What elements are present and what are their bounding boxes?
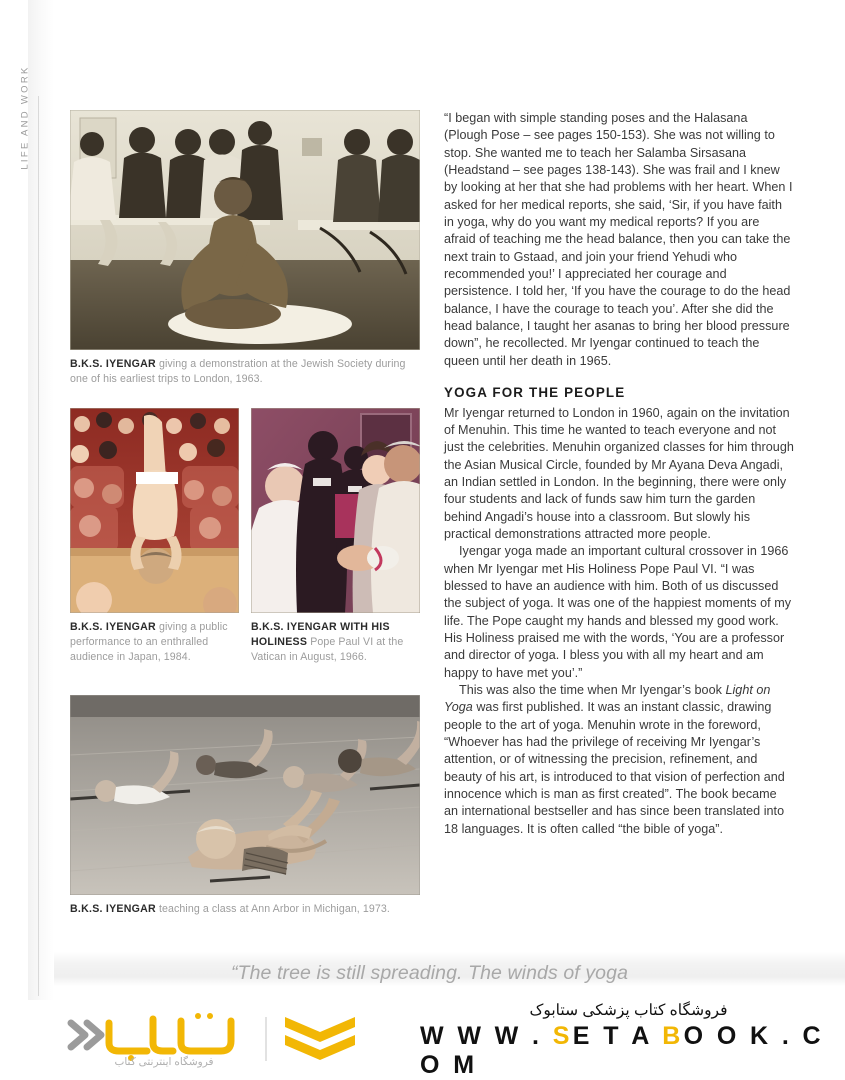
caption-ann-arbor-class <box>70 902 420 917</box>
light-on-yoga-text-before: This was also the time when Mr Iyengar’s book <box>459 683 726 697</box>
caption-lead: B.K.S. IYENGAR WITH HIS HOLINESS <box>251 621 390 648</box>
caption-rest: giving a public performance to an enthralled audience in Japan, 1984. <box>70 621 228 663</box>
footer-persian-tagline: فروشگاه کتاب پزشکی ستابوک <box>529 1002 728 1019</box>
caption-demo-jewish-society <box>70 357 420 386</box>
caption-rest: Pope Paul VI at the Vatican in August, 1966. <box>251 635 404 663</box>
paragraph-opening: “I began with simple standing poses and the Halasana (Plough Pose – see pages 150-153). She was not willing to stop. She wanted me to teach her Salamba Sirsasana (Headstand – see pages 138-143). She was frail and I knew by looking at her that she had problems with her heart. When I asked for her medical reports, she said, ‘Sir, if you have faith in yoga, why do you want my medical reports? If you are afraid of teaching me the head balance, then you can take the next train to Gstaad, and join your friend Yehudi who recommended you!’ I appreciated her courage and persistence. I told her, ‘If you have the courage to do the head balance, I have the courage to teach you’. After she did the head balance, I taught her asanas to bring her blood pressure down”, he recollected. Mr Iyengar continued to teach the queen until her death in 1965. <box>444 111 793 368</box>
figure-demo-jewish-society <box>70 110 420 386</box>
footer-logo-area[interactable] <box>0 1001 420 1080</box>
caption-lead: B.K.S. IYENGAR <box>70 621 156 634</box>
light-on-yoga-text-after: was first published. It was an instant classic, drawing people to the art of yoga. Menuhin wrote in the foreword, “Whoever has had the privilege of receiving Mr Iyengar’s attention, or of witnessing the precision, refinement, and beauty of his art, is introduced to that vision of perfection and innocence which is man as first created”. The book became an international bestseller and has since been translated into 18 languages. It is often called “the bible of yoga”. <box>444 700 785 836</box>
footer-website-url[interactable] <box>420 1022 837 1080</box>
photo-ann-arbor-class <box>70 695 420 895</box>
caption-japan-performance <box>70 620 239 664</box>
photo-pope-paul-vi <box>251 408 420 613</box>
page-gutter-rule <box>38 96 39 996</box>
logo-divider <box>265 1017 267 1061</box>
figure-pope-paul-vi <box>251 408 420 664</box>
book-title-light-on-yoga: Light on Yoga <box>444 683 771 715</box>
running-head <box>16 65 34 262</box>
figure-ann-arbor-class <box>70 695 420 917</box>
section-heading-yoga-for-the-people: YOGA FOR THE PEOPLE <box>444 385 626 401</box>
figure-japan-performance <box>70 408 239 664</box>
url-part-eta: E T A <box>572 1022 663 1050</box>
footer-site-info[interactable] <box>420 1001 845 1080</box>
url-part-ook-com: O O K . C O M <box>420 1022 824 1079</box>
pullquote-text: “The tree is still spreading. The winds of yoga <box>230 962 629 984</box>
paragraph-pope-meeting: Iyengar yoga made an important cultural crossover in 1966 when Mr Iyengar met His Holiness Pope Paul VI. “I was blessed to have an audience with him. Both of us discussed the subject of yoga. It was one of the happiest moments of my life. The Pope caught my hands and blessed my good work. His Holiness praised me with the words, ‘You are a professor and director of yoga. I bless you with all my heart and am happy to have met you’.” <box>444 544 792 680</box>
right-column <box>444 110 794 838</box>
figure-pair <box>70 408 420 664</box>
setabook-logo-subtitle: فروشگاه اینترنتی کتاب <box>114 1055 214 1068</box>
setabook-wordmark-fa <box>61 1013 251 1068</box>
caption-rest: teaching a class at Ann Arbor in Michigan, 1973. <box>155 902 390 915</box>
url-part-www: W W W . <box>420 1022 553 1050</box>
caption-pope-paul-vi <box>251 620 420 664</box>
paragraph-light-on-yoga <box>444 682 794 838</box>
photo-japan-performance <box>70 408 239 613</box>
caption-lead: B.K.S. IYENGAR <box>70 902 156 915</box>
pullquote-container <box>54 958 845 1000</box>
paragraph-london-1960: Mr Iyengar returned to London in 1960, again on the invitation of Menuhin. This time he wanted to teach everyone and not just the celebrities. Menuhin organized classes for him through the Asian Musical Circle, founded by Mr Ayana Deva Angadi, an Indian settled in London. In the beginning, there were only four students and lack of funds saw him turn the garden behind Angadi’s house into a classroom. But slowly his practical demonstrations attracted more people. <box>444 405 794 541</box>
url-part-s: S <box>552 1022 573 1050</box>
left-column <box>70 110 420 916</box>
url-part-b: B <box>662 1022 684 1050</box>
setabook-logo[interactable] <box>61 1013 359 1068</box>
caption-lead: B.K.S. IYENGAR <box>70 358 156 370</box>
caption-rest: giving a demonstration at the Jewish Society during one of his earliest trips to London, 1963. <box>70 358 406 385</box>
chevron-stack-icon <box>281 1013 359 1065</box>
photo-demo-jewish-society <box>70 110 420 350</box>
running-head-label: LIFE AND WORK <box>19 65 31 170</box>
footer-banner <box>0 1000 845 1080</box>
